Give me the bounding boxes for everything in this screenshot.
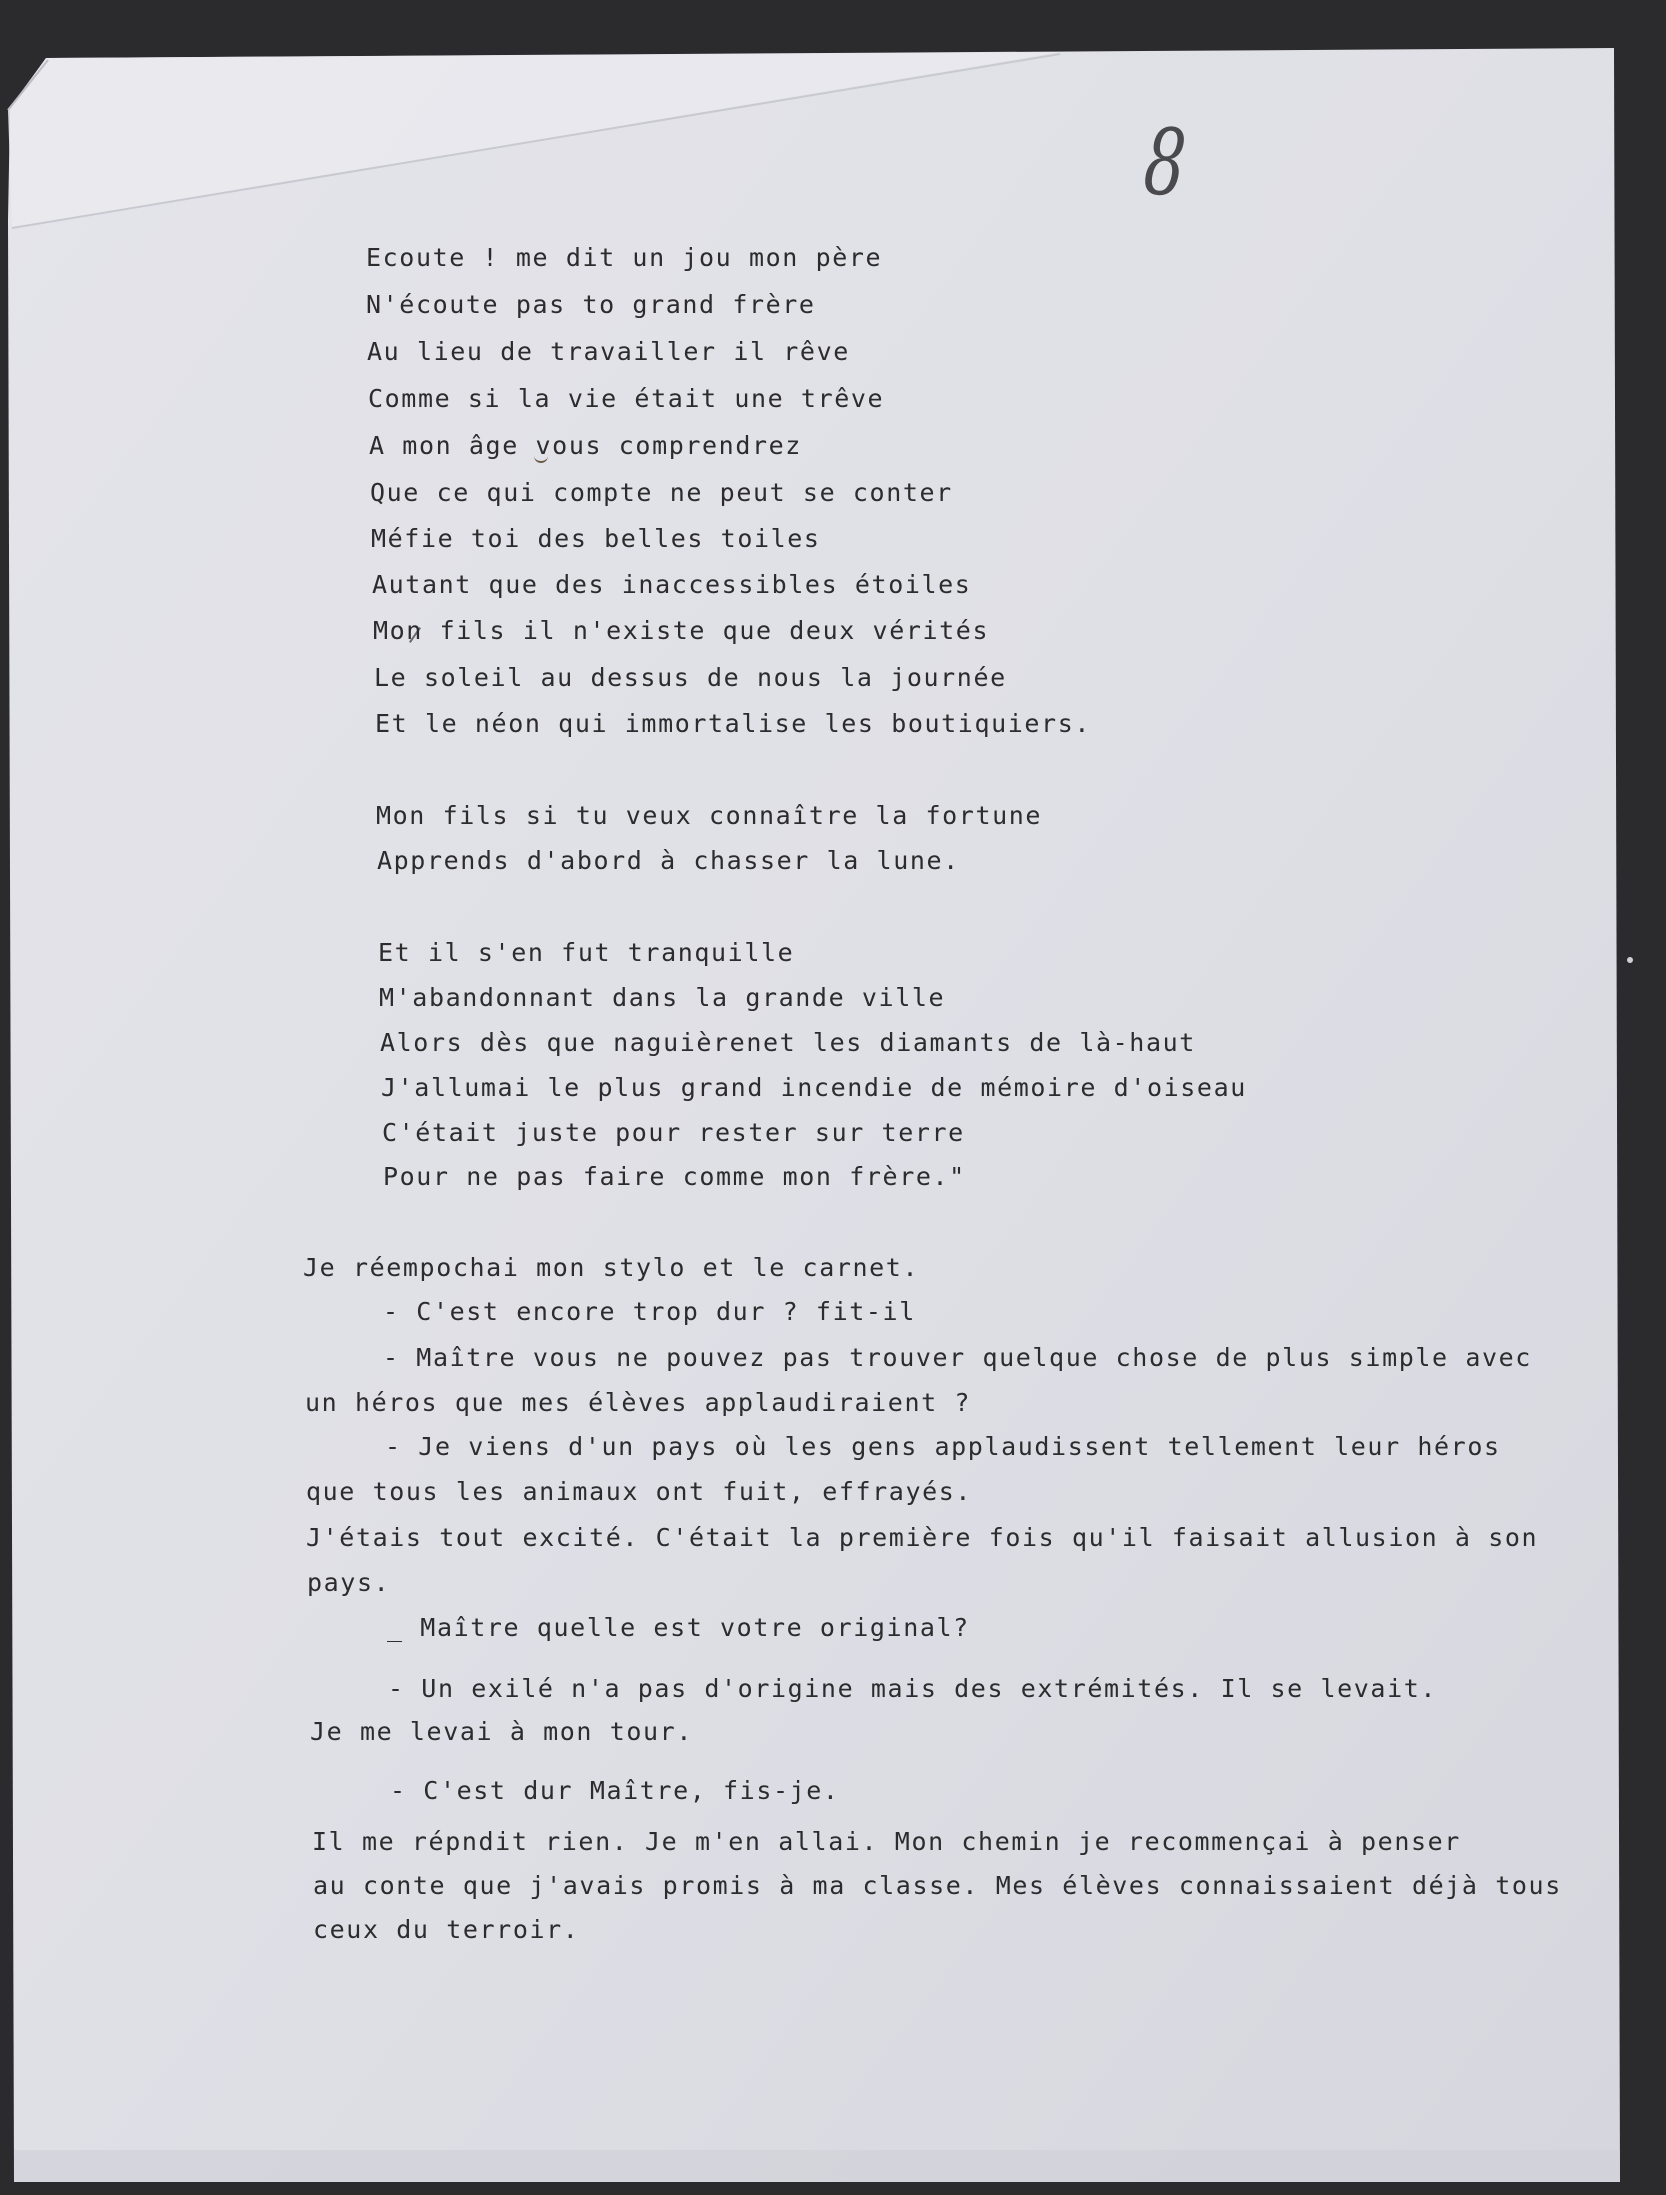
poem-line: J'allumai le plus grand incendie de mémoire d'oiseau: [381, 1073, 1247, 1102]
poem-line: Méfie toi des belles toiles: [371, 524, 821, 553]
poem-line: M'abandonnant dans la grande ville: [379, 983, 946, 1012]
poem-line: Autant que des inaccessibles étoiles: [372, 570, 972, 599]
poem-line: Mon fils si tu veux connaître la fortune: [376, 801, 1043, 830]
prose-line: - Je viens d'un pays où les gens applaudissent tellement leur héros: [385, 1432, 1501, 1461]
prose-line: _ Maître quelle est votre original?: [387, 1613, 970, 1642]
prose-line: au conte que j'avais promis à ma classe. Mes élèves connaissaient déjà tous: [313, 1871, 1562, 1900]
poem-line: Et il s'en fut tranquille: [378, 938, 795, 967]
prose-line: Il me répndit rien. Je m'en allai. Mon chemin je recommençai à penser: [312, 1827, 1461, 1856]
prose-line: J'étais tout excité. C'était la première fois qu'il faisait allusion à son: [306, 1523, 1539, 1552]
poem-line: Apprends d'abord à chasser la lune.: [377, 846, 960, 875]
poem-line: A mon âge vous comprendrez: [369, 431, 802, 460]
poem-line: Au lieu de travailler il rêve: [367, 337, 850, 366]
prose-line: - Maître vous ne pouvez pas trouver quelque chose de plus simple avec: [383, 1343, 1532, 1372]
prose-line: pays.: [307, 1568, 391, 1597]
poem-line: Le soleil au dessus de nous la journée: [374, 663, 1007, 692]
prose-line: Je réempochai mon stylo et le carnet.: [303, 1253, 920, 1282]
poem-line: C'était juste pour rester sur terre: [382, 1118, 965, 1147]
poem-line: N'écoute pas to grand frère: [366, 290, 816, 319]
poem-line: Alors dès que naguièrenet les diamants de là-haut: [380, 1028, 1196, 1057]
prose-line: que tous les animaux ont fuit, effrayés.: [306, 1477, 973, 1506]
prose-line: Je me levai à mon tour.: [310, 1717, 693, 1746]
poem-line: Que ce qui compte ne peut se conter: [370, 478, 953, 507]
poem-line: Pour ne pas faire comme mon frère.": [383, 1162, 966, 1191]
prose-line: ceux du terroir.: [313, 1915, 580, 1944]
prose-line: - Un exilé n'a pas d'origine mais des extrémités. Il se levait.: [388, 1674, 1438, 1703]
poem-line: Mon fils il n'existe que deux vérités: [373, 616, 990, 645]
prose-line: - C'est dur Maître, fis-je.: [390, 1776, 840, 1805]
poem-line: Et le néon qui immortalise les boutiquiers.: [375, 709, 1092, 738]
poem-line: Comme si la vie était une trêve: [368, 384, 885, 413]
prose-line: un héros que mes élèves applaudiraient ?: [305, 1388, 972, 1417]
poem-line: Ecoute ! me dit un jou mon père: [366, 243, 883, 272]
handwritten-page-number: 8: [1140, 108, 1191, 218]
prose-line: - C'est encore trop dur ? fit-il: [383, 1297, 916, 1326]
